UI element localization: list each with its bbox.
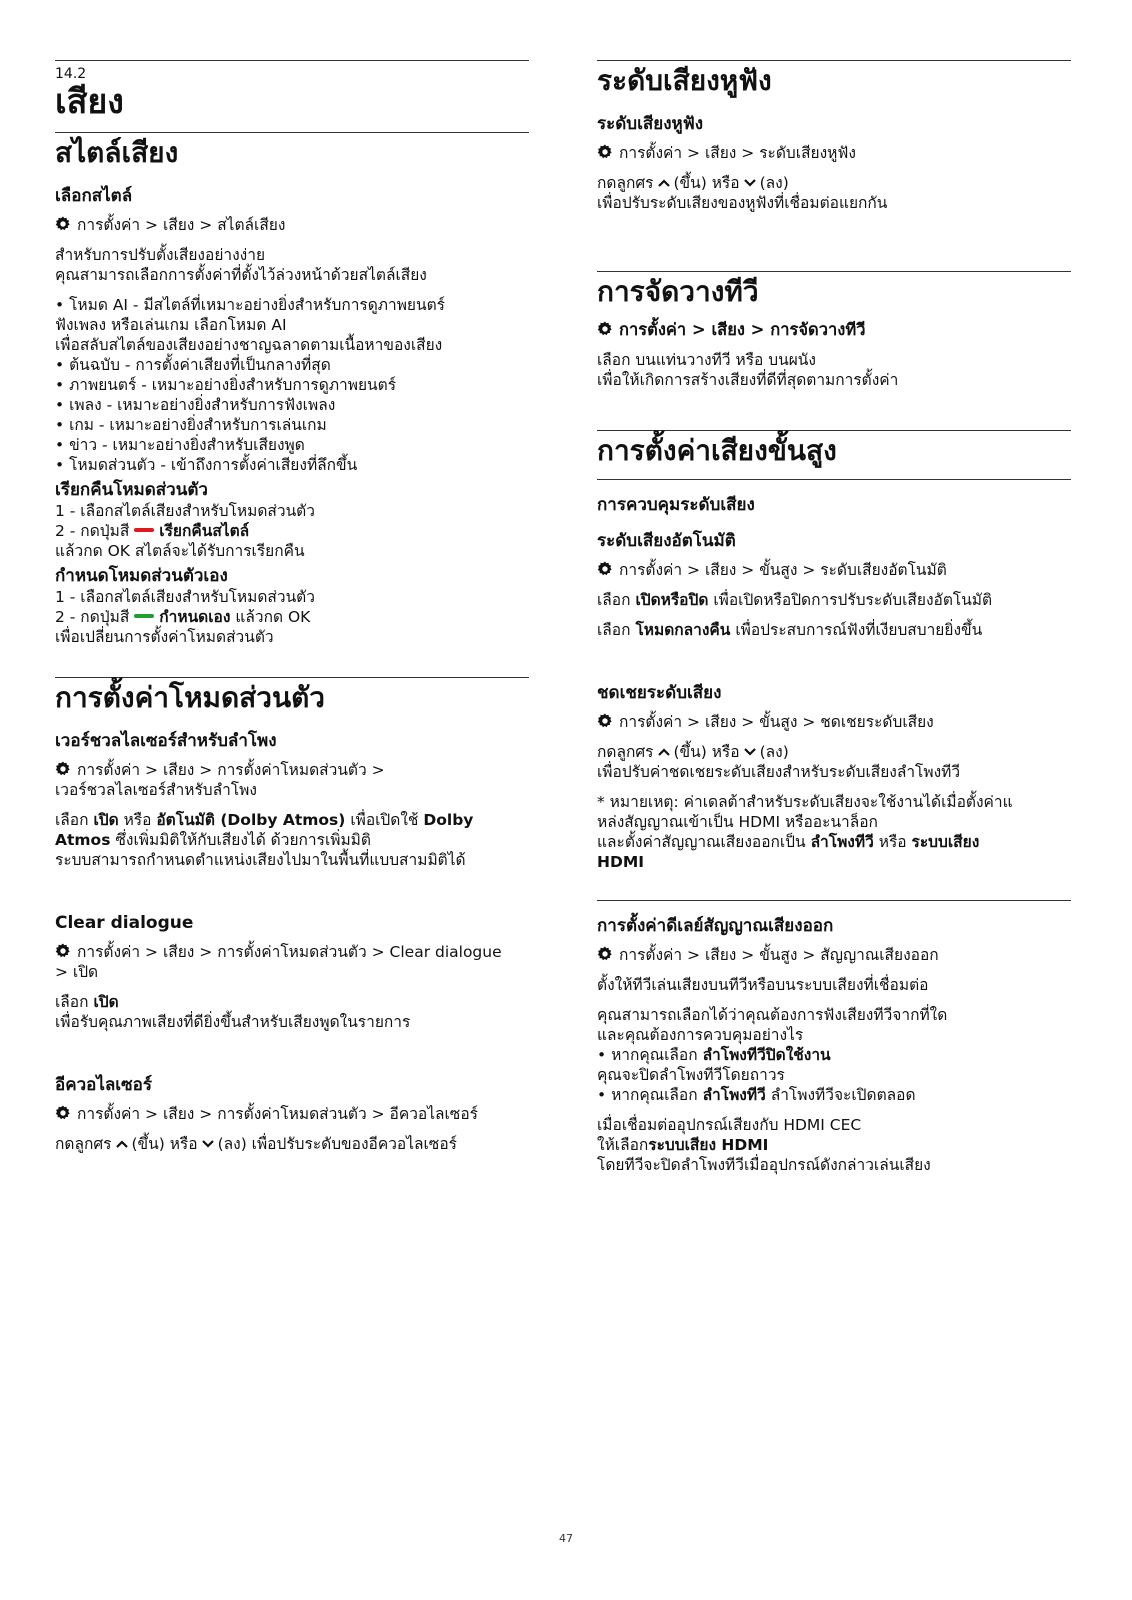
text: (ขึ้น) หรือ — [673, 174, 740, 192]
list-item: • เพลง - เหมาะอย่างยิ่งสำหรับการฟังเพลง — [55, 396, 336, 414]
paragraph — [55, 1134, 529, 1154]
paragraph: โดยทีวีจะปิดลำโพงทีวีเมื่ออุปกรณ์ดังกล่าวเล่นเสียง — [597, 1156, 931, 1174]
gear-icon — [55, 761, 71, 777]
chevron-up-icon — [657, 178, 671, 188]
paragraph: คุณสามารถเลือกได้ว่าคุณต้องการฟังเสียงทีวีจากที่ใด — [597, 1006, 948, 1024]
note: หล่งสัญญาณเข้าเป็น HDMI หรืออะนาล็อก — [597, 813, 878, 831]
text: เพื่อเปิดหรือปิดการปรับระดับเสียงอัตโนมัติ — [713, 591, 993, 609]
step: 1 - เลือกสไตล์เสียงสำหรับโหมดส่วนตัว — [55, 502, 315, 520]
chevron-down-icon — [743, 178, 757, 188]
paragraph: ระบบสามารถกำหนดตำแหน่งเสียงไปมาในพื้นที่แบบสามมิติได้ — [55, 851, 466, 869]
gear-icon — [55, 1105, 71, 1121]
paragraph — [55, 810, 529, 830]
gear-icon — [597, 321, 613, 337]
paragraph: คุณจะปิดลำโพงทีวีโดยถาวร — [597, 1066, 785, 1084]
text: กดลูกศร — [597, 174, 654, 192]
paragraph: สำหรับการปรับตั้งเสียงอย่างง่าย — [55, 246, 266, 264]
paragraph — [597, 173, 1071, 193]
paragraph — [55, 992, 529, 1012]
text: หรือ — [878, 833, 907, 851]
section-title-personal: การตั้งค่าโหมดส่วนตัว — [55, 681, 326, 714]
paragraph — [597, 620, 1071, 640]
subtitle-volume-control: การควบคุมระดับเสียง — [597, 495, 755, 515]
text: เพื่อเปิดใช้ — [350, 811, 419, 829]
green-key-icon — [134, 614, 154, 618]
option-label: เปิดหรือปิด — [635, 591, 709, 609]
path-text: การตั้งค่า > เสียง > การตั้งค่าโหมดส่วนตัว > Clear dialogue — [77, 943, 502, 961]
text: เลือก — [597, 591, 631, 609]
paragraph — [597, 590, 1071, 610]
option-label: ลำโพงทีวี — [810, 833, 874, 851]
text: เลือก — [597, 621, 631, 639]
paragraph: เพื่อปรับค่าชดเชยระดับเสียงสำหรับระดับเสียงลำโพงทีวี — [597, 763, 961, 781]
subtitle-clear-dialogue: Clear dialogue — [55, 913, 194, 933]
brand-text: Atmos — [55, 831, 111, 849]
paragraph: เลือก บนแท่นวางทีวี หรือ บนผนัง — [597, 351, 816, 369]
chapter-title: เสียง — [55, 82, 124, 122]
text: (ลง) เพื่อปรับระดับของอีควอไลเซอร์ — [217, 1135, 457, 1153]
step-text: 2 - กดปุ่มสี — [55, 522, 130, 540]
paragraph: เพื่อสลับสไตล์ของเสียงอย่างชาญฉลาดตามเนื้อหาของเสียง — [55, 336, 443, 354]
paragraph: เพื่อให้เกิดการสร้างเสียงที่ดีที่สุดตามการตั้งค่า — [597, 371, 899, 389]
text: (ขึ้น) หรือ — [673, 743, 740, 761]
settings-path — [597, 143, 1071, 163]
settings-path — [55, 215, 529, 235]
subsection-rule — [597, 479, 1071, 480]
option-label: เปิด — [93, 993, 119, 1011]
step: 1 - เลือกสไตล์เสียงสำหรับโหมดส่วนตัว — [55, 588, 315, 606]
subtitle-select-style: เลือกสไตล์ — [55, 186, 133, 206]
right-column — [597, 60, 1071, 1175]
option-label: ระบบเสียง — [911, 833, 980, 851]
step — [55, 607, 529, 627]
gear-icon — [597, 561, 613, 577]
step — [55, 521, 529, 541]
chevron-down-icon — [201, 1139, 215, 1149]
paragraph: เพื่อรับคุณภาพเสียงที่ดียิ่งขึ้นสำหรับเสียงพูดในรายการ — [55, 1013, 411, 1031]
step: เพื่อเปลี่ยนการตั้งค่าโหมดส่วนตัว — [55, 628, 274, 646]
text: กดลูกศร — [597, 743, 654, 761]
settings-path — [55, 1104, 529, 1124]
chapter-rule — [55, 60, 529, 61]
list-item: • ภาพยนตร์ - เหมาะอย่างยิ่งสำหรับการดูภาพยนตร์ — [55, 376, 397, 394]
list-item: • โหมด AI - มีสไตล์ที่เหมาะอย่างยิ่งสำหรับการดูภาพยนตร์ — [55, 296, 446, 314]
step-text: 2 - กดปุ่มสี — [55, 608, 130, 626]
section-rule — [597, 430, 1071, 431]
section-rule — [597, 271, 1071, 272]
text: และตั้งค่าสัญญาณเสียงออกเป็น — [597, 833, 806, 851]
path-text: การตั้งค่า > เสียง > การตั้งค่าโหมดส่วนตัว > อีควอไลเซอร์ — [77, 1105, 478, 1123]
section-title-advanced: การตั้งค่าเสียงขั้นสูง — [597, 434, 837, 467]
paragraph: เพื่อปรับระดับเสียงของหูฟังที่เชื่อมต่อแยกกัน — [597, 194, 888, 212]
settings-path — [597, 945, 1071, 965]
option-label: ลำโพงทีวีปิดใช้งาน — [702, 1046, 831, 1064]
key-label: เรียกคืนสไตล์ — [159, 522, 250, 540]
paragraph — [597, 742, 1071, 762]
note: * หมายเหตุ: ค่าเดลต้าสำหรับระดับเสียงจะใช้งานได้เมื่อตั้งค่าแ — [597, 793, 1013, 811]
path-text: การตั้งค่า > เสียง > ระดับเสียงหูฟัง — [619, 144, 856, 162]
red-key-icon — [134, 528, 154, 532]
list-item: • โหมดส่วนตัว - เข้าถึงการตั้งค่าเสียงที่ลึกขึ้น — [55, 456, 358, 474]
subtitle-headphone: ระดับเสียงหูฟัง — [597, 114, 704, 134]
gear-icon — [55, 943, 71, 959]
settings-path: > เปิด — [55, 963, 99, 981]
text: ให้เลือก — [597, 1136, 649, 1154]
chevron-up-icon — [657, 747, 671, 757]
settings-path: เวอร์ชวลไลเซอร์สำหรับลำโพง — [55, 781, 257, 799]
section-rule — [597, 60, 1071, 61]
path-text: การตั้งค่า > เสียง > ขั้นสูง > ชดเชยระดับเสียง — [619, 713, 934, 731]
subtitle-audio-out: การตั้งค่าดีเลย์สัญญาณเสียงออก — [597, 916, 834, 936]
path-text: การตั้งค่า > เสียง > ขั้นสูง > สัญญาณเสียงออก — [619, 946, 939, 964]
gear-icon — [597, 946, 613, 962]
left-column — [55, 60, 529, 1164]
section-title-sound-style: สไตล์เสียง — [55, 136, 179, 169]
subtitle-auto-volume: ระดับเสียงอัตโนมัติ — [597, 531, 736, 551]
text: หรือ — [123, 811, 152, 829]
key-label: กำหนดเอง — [159, 608, 231, 626]
settings-path — [55, 942, 529, 962]
page-number: 47 — [559, 1532, 573, 1545]
paragraph — [55, 830, 529, 850]
chevron-down-icon — [743, 747, 757, 757]
chevron-up-icon — [115, 1139, 129, 1149]
list-item — [597, 1085, 1071, 1105]
text: ลำโพงทีวีจะเปิดตลอด — [770, 1086, 916, 1104]
subtitle-restore: เรียกคืนโหมดส่วนตัว — [55, 480, 208, 500]
subtitle-delta-volume: ชดเชยระดับเสียง — [597, 683, 722, 703]
path-text: การตั้งค่า > เสียง > การตั้งค่าโหมดส่วนตัว > — [77, 761, 385, 779]
settings-path — [597, 712, 1071, 732]
path-text: การตั้งค่า > เสียง > สไตล์เสียง — [77, 216, 286, 234]
path-text: การตั้งค่า > เสียง > ขั้นสูง > ระดับเสียงอัตโนมัติ — [619, 561, 947, 579]
step: แล้วกด OK สไตล์จะได้รับการเรียกคืน — [55, 542, 305, 560]
text: เลือก — [55, 811, 89, 829]
paragraph: และคุณต้องการควบคุมอย่างไร — [597, 1026, 804, 1044]
paragraph: ฟังเพลง หรือเล่นเกม เลือกโหมด AI — [55, 316, 287, 334]
option-label: เปิด — [93, 811, 119, 829]
section-rule — [55, 677, 529, 678]
text: • หากคุณเลือก — [597, 1086, 698, 1104]
section-rule — [55, 132, 529, 133]
option-label: โหมดกลางคืน — [635, 621, 731, 639]
gear-icon — [597, 713, 613, 729]
text: (ลง) — [759, 743, 789, 761]
text: กดลูกศร — [55, 1135, 112, 1153]
subtitle-virtualizer: เวอร์ชวลไลเซอร์สำหรับลำโพง — [55, 731, 277, 751]
text: (ลง) — [759, 174, 789, 192]
subsection-rule — [597, 900, 1071, 901]
brand-text: Dolby — [423, 811, 474, 829]
text: • หากคุณเลือก — [597, 1046, 698, 1064]
list-item: • ต้นฉบับ - การตั้งค่าเสียงที่เป็นกลางที่สุด — [55, 356, 331, 374]
settings-path — [597, 320, 1071, 340]
chapter-number: 14.2 — [55, 66, 87, 82]
list-item: • ข่าว - เหมาะอย่างยิ่งสำหรับเสียงพูด — [55, 436, 305, 454]
paragraph — [597, 1135, 1071, 1155]
gear-icon — [55, 216, 71, 232]
option-label: อัตโนมัติ (Dolby Atmos) — [156, 811, 346, 829]
note — [597, 832, 1071, 852]
option-label: ลำโพงทีวี — [702, 1086, 766, 1104]
path-text: การตั้งค่า > เสียง > การจัดวางทีวี — [619, 320, 866, 339]
gear-icon — [597, 144, 613, 160]
settings-path — [55, 760, 529, 780]
paragraph: คุณสามารถเลือกการตั้งค่าที่ตั้งไว้ล่วงหน้าด้วยสไตล์เสียง — [55, 266, 427, 284]
text: เลือก — [55, 993, 89, 1011]
settings-path — [597, 560, 1071, 580]
subtitle-equalizer: อีควอไลเซอร์ — [55, 1075, 152, 1095]
text: (ขึ้น) หรือ — [131, 1135, 198, 1153]
section-title-headphone: ระดับเสียงหูฟัง — [597, 64, 772, 97]
text: ซึ่งเพิ่มมิติให้กับเสียงได้ ด้วยการเพิ่มมิติ — [115, 831, 371, 849]
paragraph: เมื่อเชื่อมต่ออุปกรณ์เสียงกับ HDMI CEC — [597, 1116, 862, 1134]
paragraph: ตั้งให้ทีวีเล่นเสียงบนทีวีหรือบนระบบเสียงที่เชื่อมต่อ — [597, 976, 929, 994]
option-label: ระบบเสียง HDMI — [648, 1136, 769, 1154]
text: เพื่อประสบการณ์ฟังที่เงียบสบายยิ่งขึ้น — [735, 621, 983, 639]
list-item: • เกม - เหมาะอย่างยิ่งสำหรับการเล่นเกม — [55, 416, 327, 434]
note: HDMI — [597, 853, 645, 871]
subtitle-customise: กำหนดโหมดส่วนตัวเอง — [55, 566, 228, 586]
step-text: แล้วกด OK — [235, 608, 311, 626]
list-item — [597, 1045, 1071, 1065]
section-title-placement: การจัดวางทีวี — [597, 275, 759, 308]
